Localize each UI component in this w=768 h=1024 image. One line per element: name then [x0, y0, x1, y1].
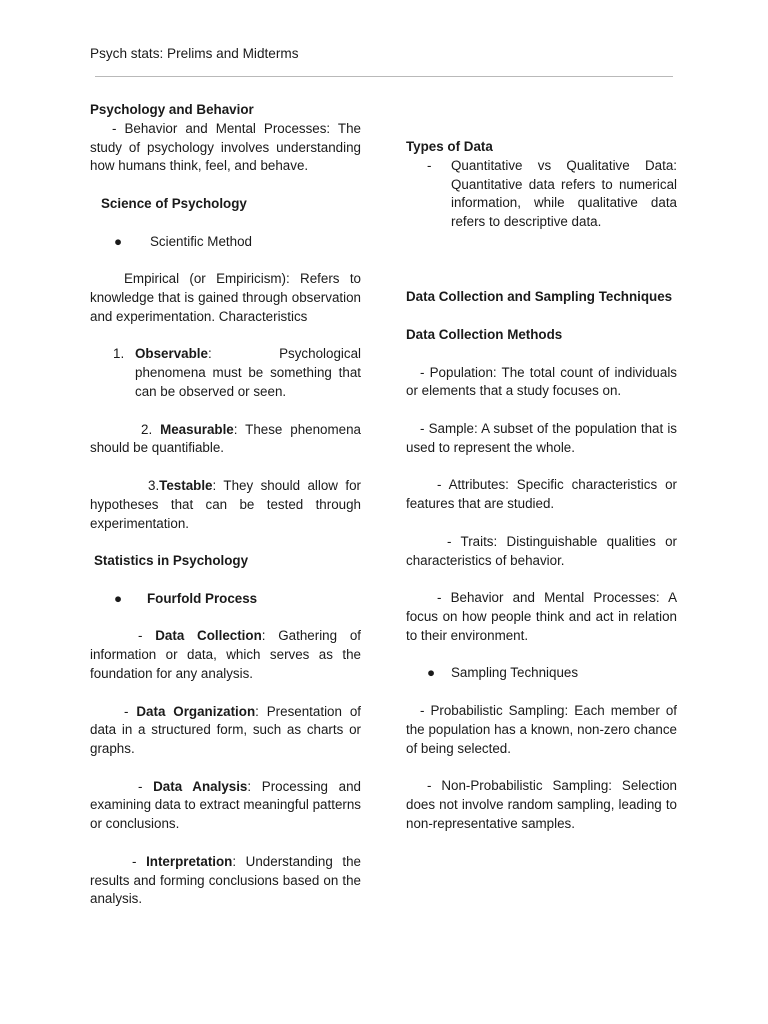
bullet-marker: ●: [114, 233, 123, 249]
bullet-marker: ●: [427, 665, 436, 681]
heading-types-of-data: Types of Data: [406, 139, 493, 154]
heading-data-collection-methods: Data Collection Methods: [406, 326, 563, 342]
definition-measurable: : These phenomena should be quantifiable.: [90, 421, 361, 456]
definition-quantitative-qualitative: Quantitative vs Qualitative Data: Quantitative data refers to numerical information, while qualitative data refers to descriptive data.: [451, 157, 677, 230]
definition-data-organization: : Presentation of data in a structured form, such as charts or graphs.: [90, 703, 361, 757]
definition-sample: - Sample: A subset of the population that is used to represent the whole.: [406, 420, 677, 455]
definition-observable: : Psychological phenomena must be something that can be observed or seen.: [135, 346, 361, 399]
definition-population: - Population: The total count of individuals or elements that a study focuses on.: [406, 364, 677, 399]
bullet-scientific-method: [90, 233, 361, 252]
right-column: [406, 138, 677, 833]
definition-interpretation: : Understanding the results and forming conclusions based on the analysis.: [90, 853, 361, 907]
list-item-observable: [90, 345, 361, 401]
definition-data-analysis: : Processing and examining data to extract meaningful patterns or conclusions.: [90, 778, 361, 832]
dash-marker: -: [427, 157, 432, 173]
process-step-data-organization: - Data Organization: Presentation of data in a structured form, such as charts or graphs.: [90, 703, 361, 757]
list-item-testable: [90, 477, 361, 533]
definition-probabilistic-sampling: - Probabilistic Sampling: Each member of the population has a known, non-zero chance of being selected.: [406, 702, 677, 756]
process-step-data-analysis: - Data Analysis: Processing and examining data to extract meaningful patterns or conclusions.: [90, 778, 361, 832]
definition-testable: : They should allow for hypotheses that can be tested through experimentation.: [90, 477, 361, 531]
list-marker: 2.: [141, 421, 153, 437]
paragraph-empirical: Empirical (or Empiricism): Refers to knowledge that is gained through observation and experimentation. Characteristics: [90, 271, 361, 324]
list-marker: 3.: [148, 477, 160, 493]
definition-attributes: - Attributes: Specific characteristics or features that are studied.: [406, 477, 677, 512]
header-divider: [95, 76, 673, 77]
definition-traits: - Traits: Distinguishable qualities or characteristics of behavior.: [406, 533, 677, 568]
definition-data-collection: : Gathering of information or data, which serves as the foundation for any analysis.: [90, 628, 361, 681]
term-observable: Observable: [135, 346, 208, 362]
definition-non-probabilistic-sampling: - Non-Probabilistic Sampling: Selection does not involve random sampling, leading to non-representative samples.: [406, 778, 677, 831]
term-data-collection: Data Collection: [155, 628, 262, 644]
left-column: [90, 101, 361, 909]
term-data-analysis: Data Analysis: [153, 778, 248, 794]
list-item-measurable: [90, 421, 361, 459]
bullet-sampling-techniques: [406, 664, 677, 683]
term-data-organization: Data Organization: [136, 703, 256, 719]
document-header: Psych stats: Prelims and Midterms: [90, 46, 299, 61]
bullet-text: Fourfold Process: [147, 590, 258, 606]
bullet-text: Scientific Method: [150, 233, 252, 249]
paragraph-behavior-mental-processes: - Behavior and Mental Processes: The study of psychology involves understanding how humans think, feel, and behave.: [90, 120, 361, 174]
definition-behavior-mental-processes: - Behavior and Mental Processes: A focus on how people think and act in relation to their environment.: [406, 590, 677, 643]
heading-science-of-psychology: Science of Psychology: [101, 195, 247, 211]
heading-statistics-in-psychology: Statistics in Psychology: [94, 553, 249, 569]
heading-data-collection-sampling: Data Collection and Sampling Techniques: [406, 289, 673, 305]
heading-psychology-and-behavior: Psychology and Behavior: [90, 102, 254, 117]
list-marker: 1.: [113, 346, 125, 362]
term-measurable: Measurable: [160, 421, 234, 437]
bullet-text: Sampling Techniques: [451, 665, 579, 681]
process-step-data-collection: - Data Collection: Gathering of information or data, which serves as the foundation for any analysis.: [90, 628, 361, 681]
term-interpretation: Interpretation: [146, 853, 233, 869]
bullet-fourfold-process: [90, 590, 361, 609]
bullet-marker: ●: [114, 590, 123, 606]
term-testable: Testable: [159, 477, 213, 493]
list-item-quantitative-qualitative: [406, 157, 677, 232]
process-step-interpretation: - Interpretation: Understanding the results and forming conclusions based on the analysis.: [90, 853, 361, 907]
